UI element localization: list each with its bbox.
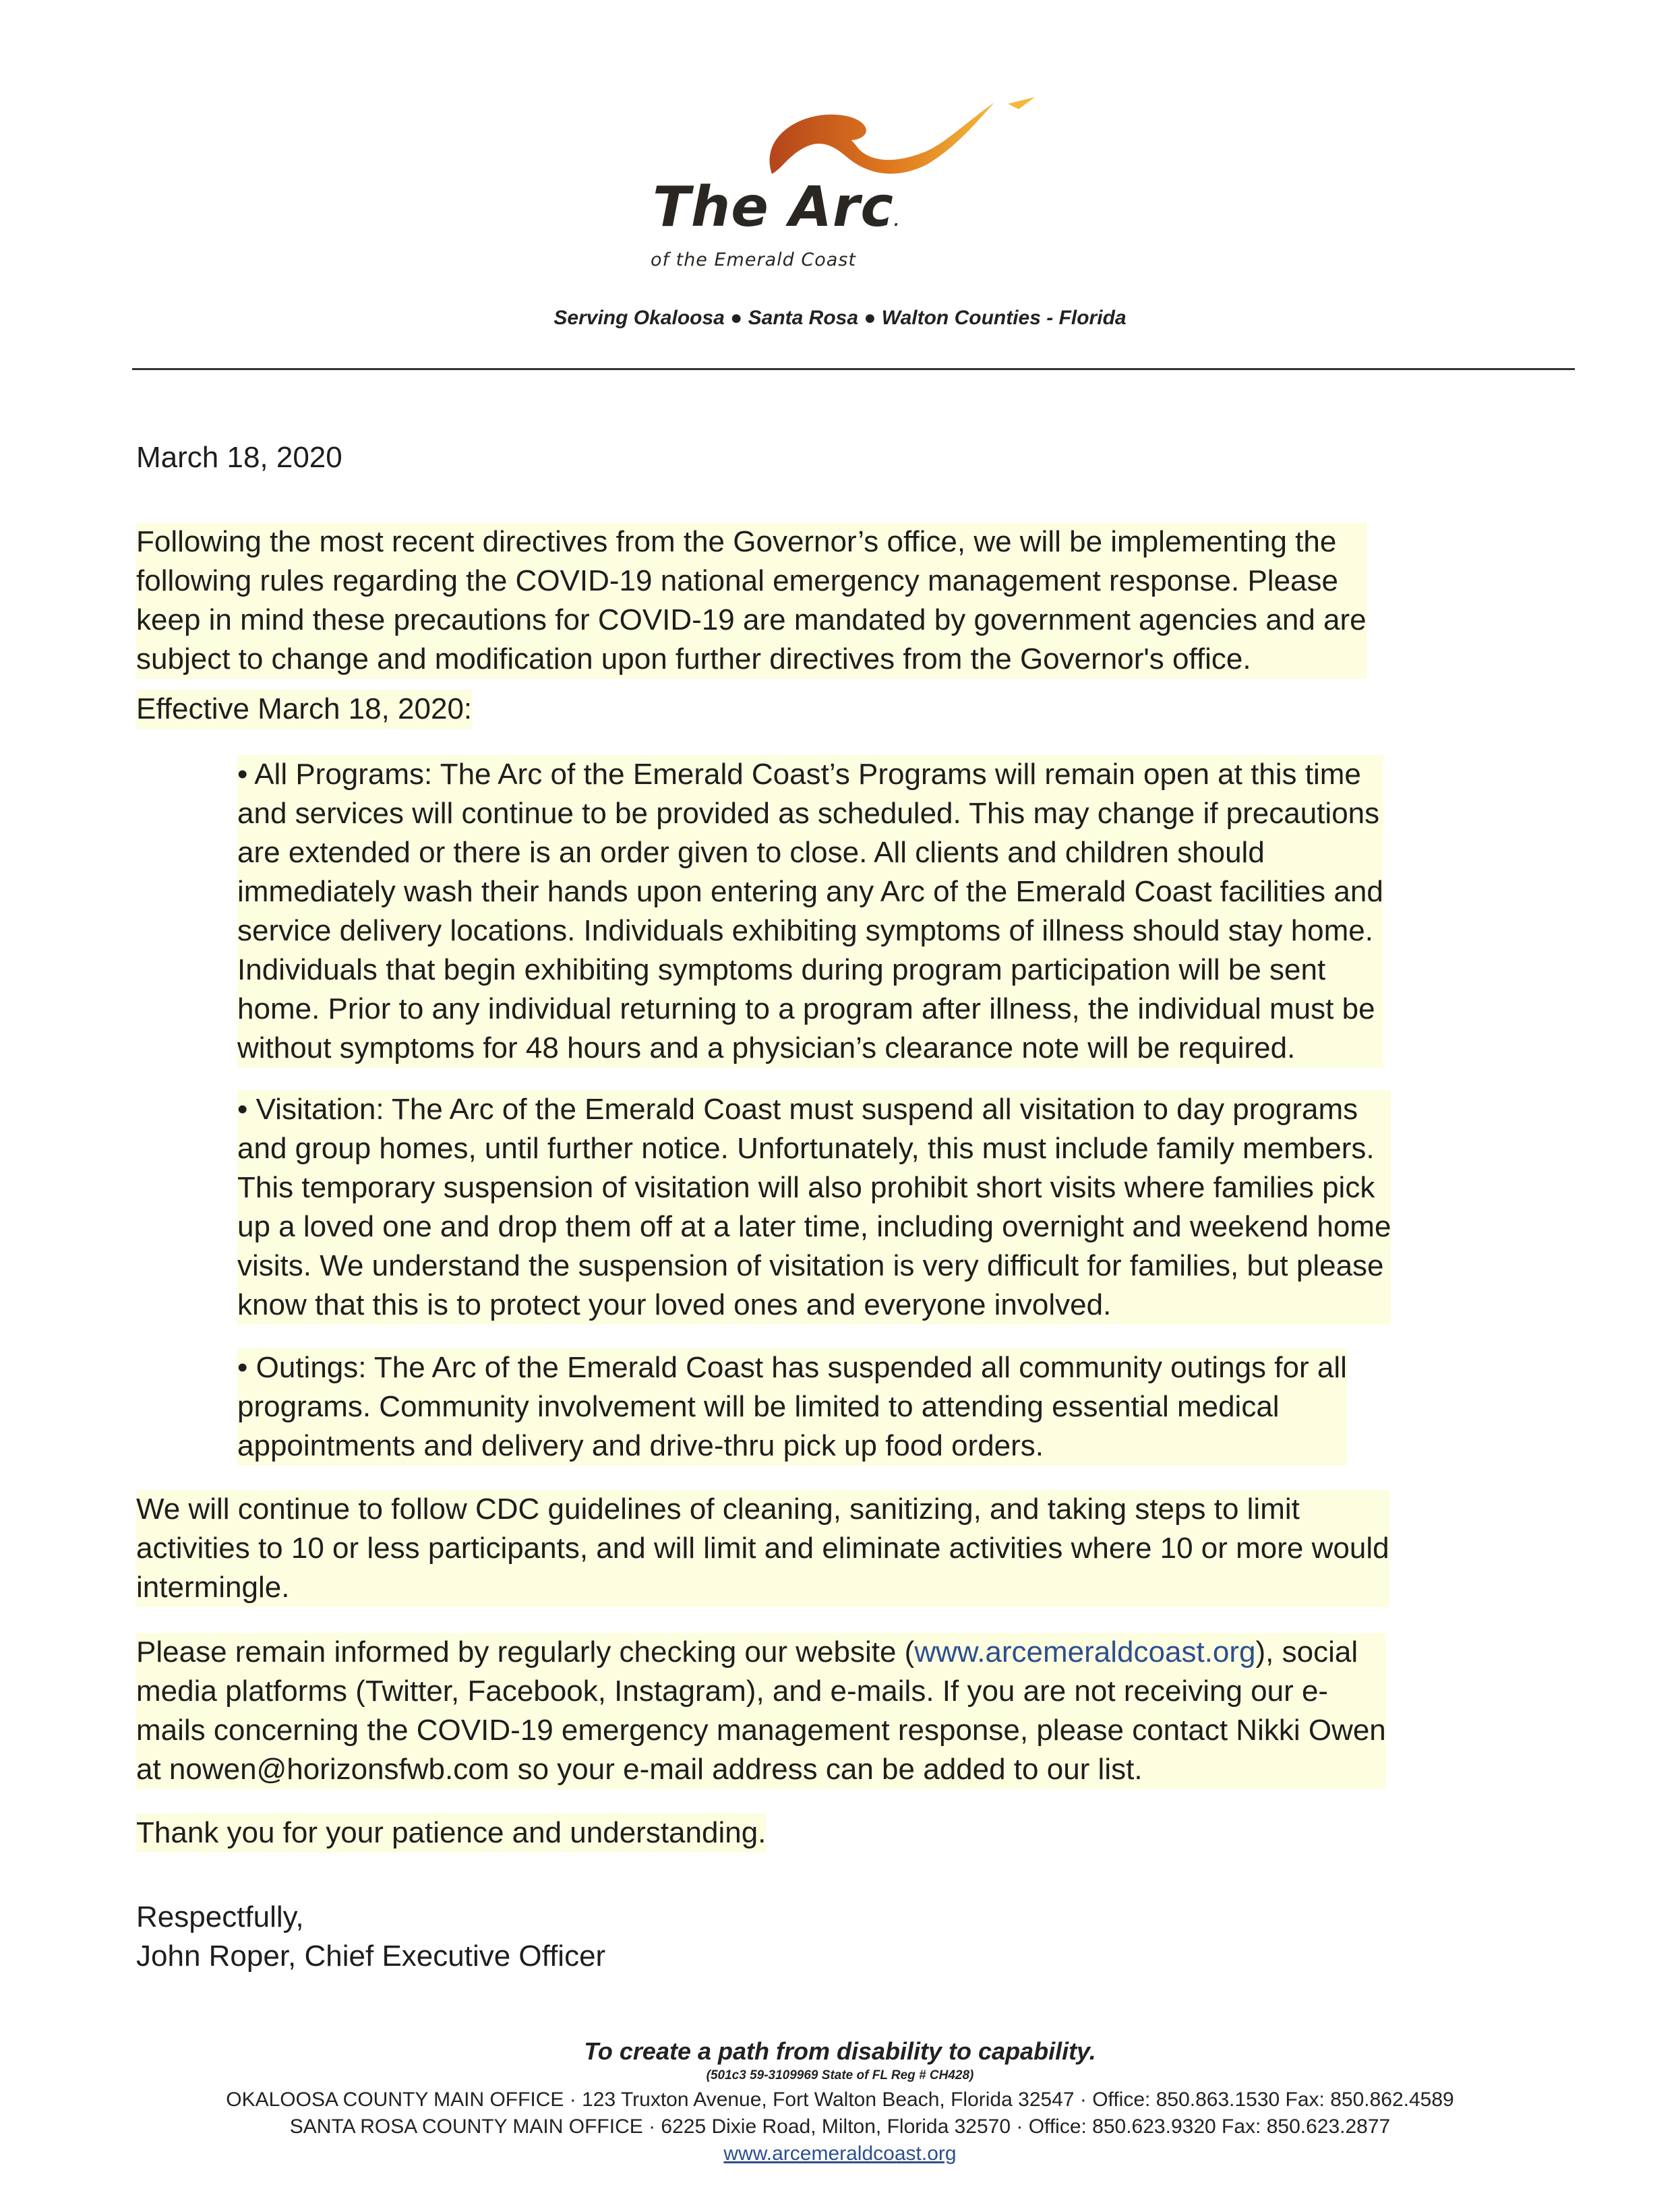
serving-counties: Serving Okaloosa ● Santa Rosa ● Walton Counties - Florida [553, 307, 1127, 329]
letter-date: March 18, 2020 [136, 441, 342, 474]
intro-paragraph: Following the most recent directives from the Governor’s office, we will be implementing the following rules regarding the COVID-19 national emergency management response. Please keep in mind these precautions for COVID-19 are mandated by government agencies and are subject to change and modification upon further directives from the Governor's office. [136, 522, 1367, 679]
arc-logo [644, 94, 1062, 283]
footer-santa-rosa-office: SANTA ROSA COUNTY MAIN OFFICE · 6225 Dixie Road, Milton, Florida 32570 · Office: 850.623.9320 Fax: 850.623.2877 [289, 2115, 1391, 2138]
org-subtitle: of the Emerald Coast [651, 249, 856, 270]
footer-website-link[interactable]: www.arcemeraldcoast.org [723, 2142, 957, 2165]
bullet-visitation: • Visitation: The Arc of the Emerald Coast must suspend all visitation to day programs and group homes, until further notice. Unfortunately, this must include family members. This temporary suspension of visitation will also prohibit short visits where families pick up a loved one and drop them off at a later time, including overnight and weekend home visits. We understand the suspension of visitation is very difficult for families, but please know that this is to protect your loved ones and everyone involved. [237, 1090, 1391, 1325]
thanks-paragraph: Thank you for your patience and understanding. [136, 1813, 766, 1853]
footer-okaloosa-office: OKALOOSA COUNTY MAIN OFFICE · 123 Truxton Avenue, Fort Walton Beach, Florida 32547 · Office: 850.863.1530 Fax: 850.862.4589 [226, 2089, 1454, 2111]
header-divider [132, 368, 1575, 370]
effective-date: Effective March 18, 2020: [136, 690, 472, 729]
closing: Respectfully, [136, 1900, 304, 1933]
inform-paragraph: Please remain informed by regularly checking our website (www.arcemeraldcoast.org), social media platforms (Twitter, Facebook, Instagram), and e-mails. If you are not receiving our e- mails concerning the COVID-19 emergency management response, please contact Nikki Owen at nowen@horizonsfwb.com so your e-mail address can be added to our list. [136, 1633, 1386, 1789]
footer-tagline: To create a path from disability to capability. [584, 2037, 1096, 2065]
footer-registration: (501c3 59-3109969 State of FL Reg # CH428) [706, 2068, 974, 2082]
cdc-paragraph: We will continue to follow CDC guidelines of cleaning, sanitizing, and taking steps to limit activities to 10 or less participants, and will limit and eliminate activities where 10 or more would intermingle. [136, 1490, 1389, 1607]
website-link[interactable]: www.arcemeraldcoast.org [914, 1635, 1256, 1669]
signature-name: John Roper, Chief Executive Officer [136, 1940, 606, 1973]
bullet-outings: • Outings: The Arc of the Emerald Coast has suspended all community outings for all programs. Community involvement will be limited to attending essential medical appointments and delivery and drive-thru pick up food orders. [237, 1348, 1347, 1466]
bullet-all-programs: • All Programs: The Arc of the Emerald Coast’s Programs will remain open at this time and services will continue to be provided as scheduled. This may change if precautions are extended or there is an order given to close. All clients and children should immediately wash their hands upon entering any Arc of the Emerald Coast facilities and service delivery locations. Individuals exhibiting symptoms of illness should stay home. Individuals that begin exhibiting symptoms during program participation will be sent home. Prior to any individual returning to a program after illness, the individual must be without symptoms for 48 hours and a physician’s clearance note will be required. [237, 755, 1383, 1068]
org-name: The Arc. [653, 175, 900, 239]
arc-swoosh-icon [644, 94, 1062, 182]
